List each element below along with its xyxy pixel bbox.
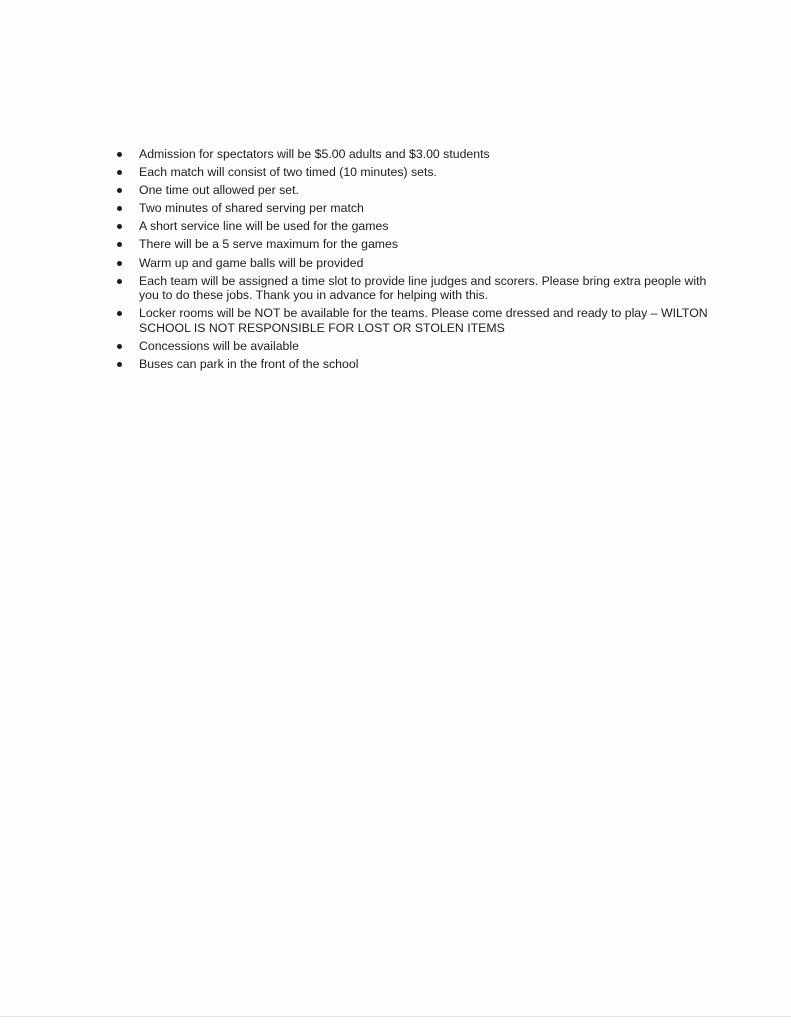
tournament-rules-list <box>112 147 712 375</box>
rule-service-line <box>112 219 712 234</box>
rule-time-out <box>112 183 712 198</box>
rule-line-judges <box>112 274 712 303</box>
bullet-icon <box>117 170 122 175</box>
bullet-icon <box>117 279 122 284</box>
rule-text: Concessions will be available <box>139 338 299 353</box>
rule-text: Each match will consist of two timed (10 minutes) sets. <box>139 165 437 180</box>
rule-text: Warm up and game balls will be provided <box>139 255 364 270</box>
rule-shared-serving <box>112 201 712 216</box>
rule-admission <box>112 147 712 162</box>
rule-text: One time out allowed per set. <box>139 183 299 198</box>
rule-locker-rooms <box>112 306 712 335</box>
bullet-icon <box>117 362 122 367</box>
bullet-icon <box>117 344 122 349</box>
rule-text: A short service line will be used for the games <box>139 219 389 234</box>
bullet-icon <box>117 152 122 157</box>
rule-match-format <box>112 165 712 180</box>
bullet-icon <box>117 188 122 193</box>
bullet-icon <box>117 242 122 247</box>
bullet-icon <box>117 261 122 266</box>
rule-text: Locker rooms will be NOT be available for the teams. Please come dressed and ready to play – WILTON SCHOOL IS NOT RESPONSIBLE FOR LOST OR STOLEN ITEMS <box>139 306 708 335</box>
rule-text: Admission for spectators will be $5.00 adults and $3.00 students <box>139 147 490 161</box>
scan-edge-divider <box>0 1016 791 1017</box>
bullet-icon <box>117 206 122 211</box>
bullet-icon <box>117 224 122 229</box>
rule-bus-parking <box>112 357 712 372</box>
rule-text: Two minutes of shared serving per match <box>139 201 364 216</box>
rule-balls-provided <box>112 256 712 271</box>
rule-text: Buses can park in the front of the school <box>139 356 359 371</box>
rule-text: There will be a 5 serve maximum for the games <box>139 237 399 252</box>
rule-concessions <box>112 339 712 354</box>
bullet-icon <box>117 311 122 316</box>
rule-text: Each team will be assigned a time slot to provide line judges and scorers. Please bring extra people with you to do these jobs. Thank you in advance for helping with this. <box>139 273 707 303</box>
rule-serve-maximum <box>112 237 712 252</box>
